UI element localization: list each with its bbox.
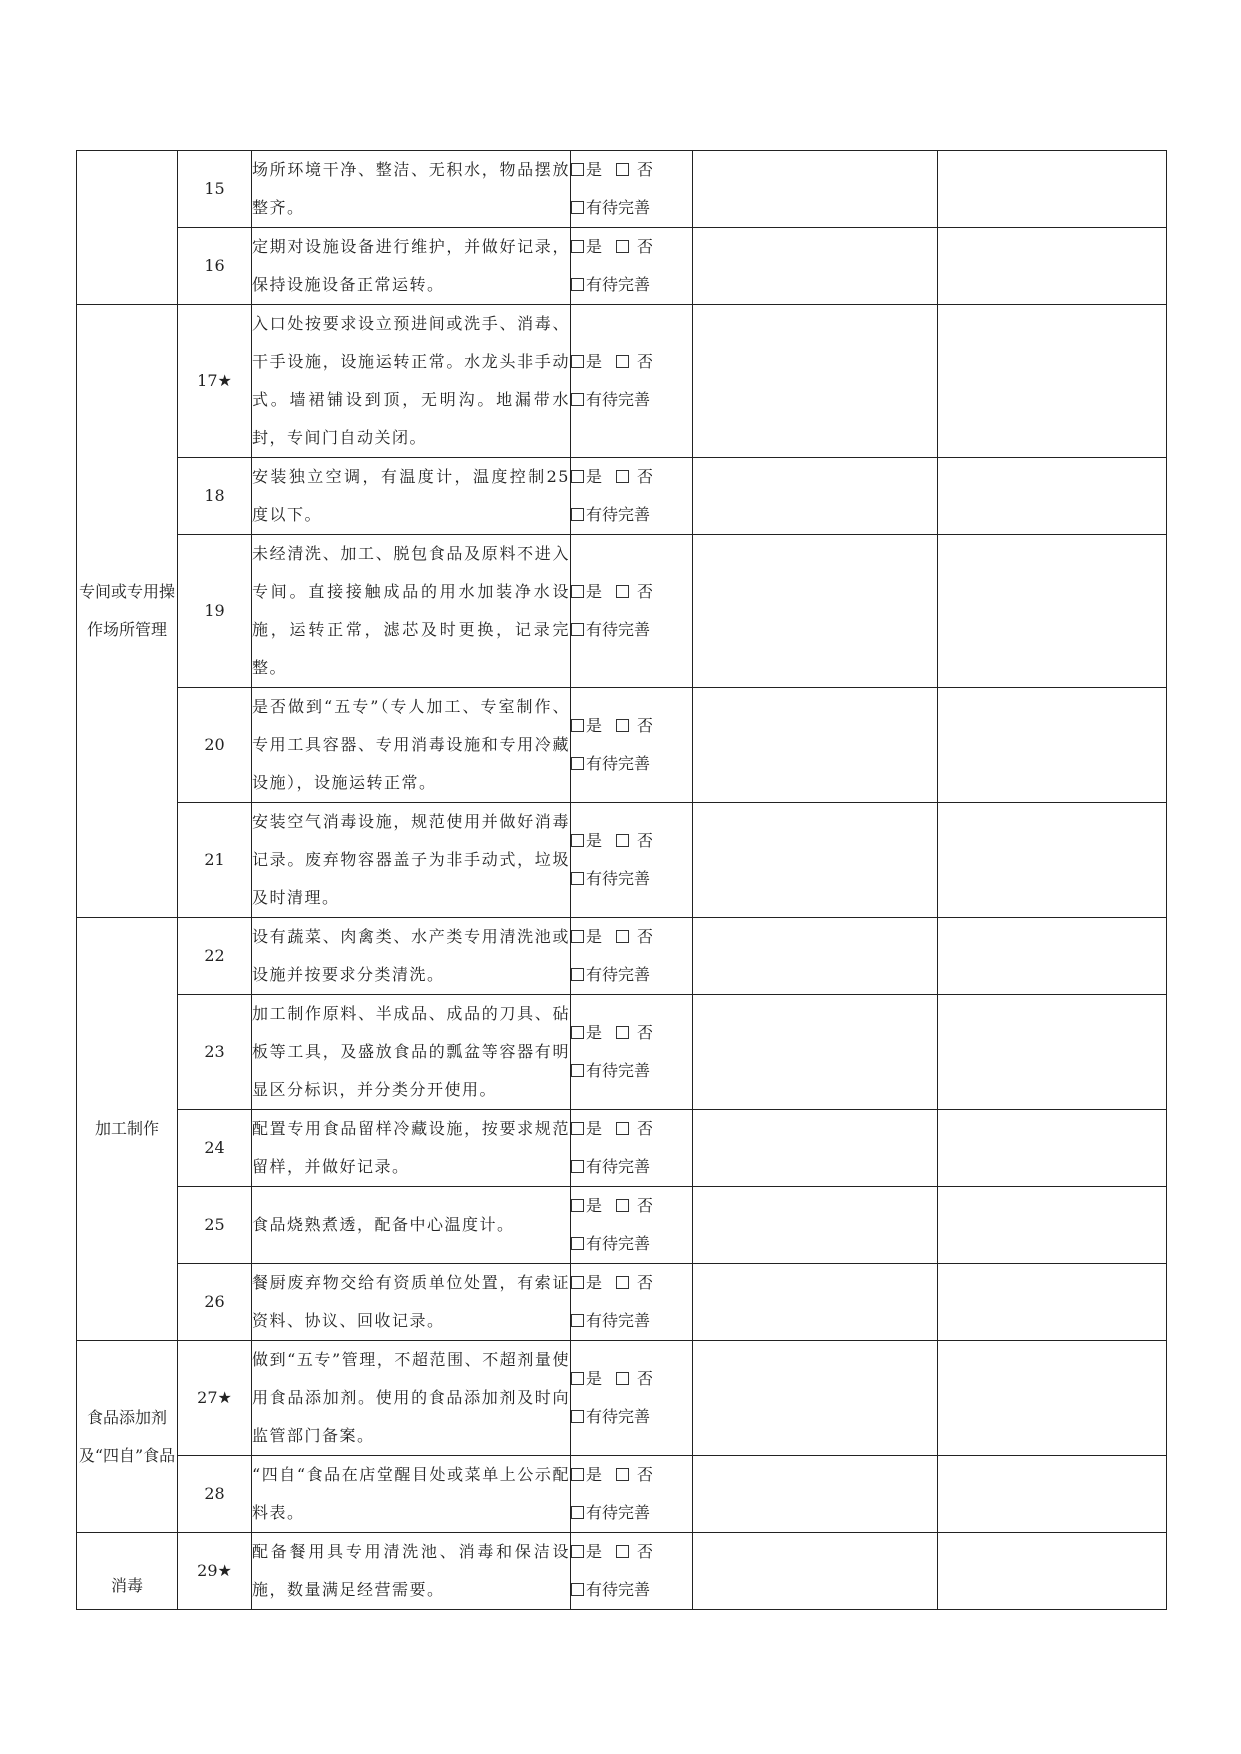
yes-checkbox[interactable] <box>571 470 584 483</box>
pending-checkbox[interactable] <box>571 393 584 406</box>
yes-label: 是 <box>586 467 603 486</box>
yes-label: 是 <box>586 1273 603 1292</box>
pending-label: 有待完善 <box>586 1580 651 1599</box>
yes-label: 是 <box>586 160 603 179</box>
notes-cell[interactable] <box>693 305 938 458</box>
item-requirement: “四自“食品在店堂醒目处或菜单上公示配料表。 <box>252 1456 571 1533</box>
yes-checkbox[interactable] <box>571 1545 584 1558</box>
yes-checkbox[interactable] <box>571 1372 584 1385</box>
pending-checkbox[interactable] <box>571 201 584 214</box>
no-label: 否 <box>637 831 654 850</box>
yes-checkbox[interactable] <box>571 355 584 368</box>
pending-label: 有待完善 <box>586 505 651 524</box>
item-requirement: 餐厨废弃物交给有资质单位处置，有索证资料、协议、回收记录。 <box>252 1264 571 1341</box>
remarks-cell[interactable] <box>938 1110 1167 1187</box>
notes-cell[interactable] <box>693 1110 938 1187</box>
yes-checkbox[interactable] <box>571 240 584 253</box>
no-label: 否 <box>637 1273 654 1292</box>
item-requirement: 食品烧熟煮透，配备中心温度计。 <box>252 1187 571 1264</box>
item-number: 24 <box>178 1110 252 1187</box>
table-row <box>77 228 1167 305</box>
pending-checkbox[interactable] <box>571 1064 584 1077</box>
item-number: 15 <box>178 151 252 228</box>
item-number: 29★ <box>178 1533 252 1610</box>
yes-label: 是 <box>586 716 603 735</box>
item-number: 22 <box>178 918 252 995</box>
no-checkbox[interactable] <box>616 1545 629 1558</box>
table-row <box>77 305 1167 458</box>
pending-label: 有待完善 <box>586 620 651 639</box>
no-checkbox[interactable] <box>616 1468 629 1481</box>
item-requirement: 入口处按要求设立预进间或洗手、消毒、干手设施，设施运转正常。水龙头非手动式。墙裙铺设到顶，无明沟。地漏带水封，专间门自动关闭。 <box>252 305 571 458</box>
compliance-options <box>571 535 693 688</box>
notes-cell[interactable] <box>693 1187 938 1264</box>
pending-label: 有待完善 <box>586 1407 651 1426</box>
pending-checkbox[interactable] <box>571 1237 584 1250</box>
compliance-options <box>571 228 693 305</box>
pending-label: 有待完善 <box>586 869 651 888</box>
remarks-cell[interactable] <box>938 1187 1167 1264</box>
pending-label: 有待完善 <box>586 1234 651 1253</box>
pending-label: 有待完善 <box>586 965 651 984</box>
item-requirement: 设有蔬菜、肉禽类、水产类专用清洗池或设施并按要求分类清洗。 <box>252 918 571 995</box>
item-requirement: 场所环境干净、整洁、无积水，物品摆放整齐。 <box>252 151 571 228</box>
category-cell: 食品添加剂及“四自”食品 <box>77 1341 178 1533</box>
yes-checkbox[interactable] <box>571 930 584 943</box>
notes-cell[interactable] <box>693 803 938 918</box>
table-row <box>77 803 1167 918</box>
yes-label: 是 <box>586 1196 603 1215</box>
notes-cell[interactable] <box>693 918 938 995</box>
pending-label: 有待完善 <box>586 1157 651 1176</box>
yes-checkbox[interactable] <box>571 834 584 847</box>
no-label: 否 <box>637 1023 654 1042</box>
compliance-options <box>571 1456 693 1533</box>
notes-cell[interactable] <box>693 1264 938 1341</box>
pending-label: 有待完善 <box>586 754 651 773</box>
item-number: 27★ <box>178 1341 252 1456</box>
compliance-options <box>571 1187 693 1264</box>
category-cell: 专间或专用操作场所管理 <box>77 305 178 918</box>
no-checkbox[interactable] <box>616 930 629 943</box>
no-label: 否 <box>637 1369 654 1388</box>
table-row <box>77 1187 1167 1264</box>
yes-label: 是 <box>586 582 603 601</box>
pending-label: 有待完善 <box>586 1503 651 1522</box>
no-checkbox[interactable] <box>616 240 629 253</box>
notes-cell[interactable] <box>693 228 938 305</box>
table-row <box>77 918 1167 995</box>
no-checkbox[interactable] <box>616 163 629 176</box>
remarks-cell[interactable] <box>938 1264 1167 1341</box>
pending-label: 有待完善 <box>586 1061 651 1080</box>
item-number: 18 <box>178 458 252 535</box>
table-row <box>77 995 1167 1110</box>
pending-label: 有待完善 <box>586 198 651 217</box>
table-row <box>77 1341 1167 1456</box>
yes-label: 是 <box>586 1542 603 1561</box>
pending-checkbox[interactable] <box>571 872 584 885</box>
remarks-cell[interactable] <box>938 918 1167 995</box>
no-label: 否 <box>637 160 654 179</box>
yes-checkbox[interactable] <box>571 163 584 176</box>
no-checkbox[interactable] <box>616 719 629 732</box>
yes-label: 是 <box>586 352 603 371</box>
inspection-checklist-table <box>76 150 1167 1610</box>
pending-checkbox[interactable] <box>571 1583 584 1596</box>
table-row <box>77 1264 1167 1341</box>
compliance-options <box>571 918 693 995</box>
notes-cell[interactable] <box>693 151 938 228</box>
compliance-options <box>571 458 693 535</box>
item-number: 26 <box>178 1264 252 1341</box>
remarks-cell[interactable] <box>938 688 1167 803</box>
remarks-cell[interactable] <box>938 1456 1167 1533</box>
table-row <box>77 1110 1167 1187</box>
notes-cell[interactable] <box>693 535 938 688</box>
category-cell <box>77 151 178 305</box>
no-label: 否 <box>637 1119 654 1138</box>
no-label: 否 <box>637 1465 654 1484</box>
yes-checkbox[interactable] <box>571 585 584 598</box>
pending-checkbox[interactable] <box>571 757 584 770</box>
item-requirement: 未经清洗、加工、脱包食品及原料不进入专间。直接接触成品的用水加装净水设施，运转正常，滤芯及时更换，记录完整。 <box>252 535 571 688</box>
table-row <box>77 535 1167 688</box>
no-label: 否 <box>637 927 654 946</box>
yes-checkbox[interactable] <box>571 1276 584 1289</box>
no-label: 否 <box>637 467 654 486</box>
yes-label: 是 <box>586 1465 603 1484</box>
yes-label: 是 <box>586 237 603 256</box>
compliance-options <box>571 151 693 228</box>
pending-checkbox[interactable] <box>571 623 584 636</box>
item-number: 21 <box>178 803 252 918</box>
item-requirement: 加工制作原料、半成品、成品的刀具、砧板等工具，及盛放食品的瓢盆等容器有明显区分标识，并分类分开使用。 <box>252 995 571 1110</box>
pending-checkbox[interactable] <box>571 1506 584 1519</box>
no-label: 否 <box>637 237 654 256</box>
yes-checkbox[interactable] <box>571 1026 584 1039</box>
compliance-options <box>571 305 693 458</box>
notes-cell[interactable] <box>693 688 938 803</box>
remarks-cell[interactable] <box>938 803 1167 918</box>
category-cell: 消毒 <box>77 1533 178 1610</box>
table-row <box>77 688 1167 803</box>
item-requirement: 配置专用食品留样冷藏设施，按要求规范留样，并做好记录。 <box>252 1110 571 1187</box>
pending-checkbox[interactable] <box>571 508 584 521</box>
notes-cell[interactable] <box>693 1533 938 1610</box>
no-label: 否 <box>637 1196 654 1215</box>
no-checkbox[interactable] <box>616 1026 629 1039</box>
notes-cell[interactable] <box>693 1341 938 1456</box>
item-requirement: 配备餐用具专用清洗池、消毒和保洁设施，数量满足经营需要。 <box>252 1533 571 1610</box>
item-requirement: 做到“五专”管理，不超范围、不超剂量使用食品添加剂。使用的食品添加剂及时向监管部门备案。 <box>252 1341 571 1456</box>
pending-label: 有待完善 <box>586 1311 651 1330</box>
compliance-options <box>571 803 693 918</box>
yes-label: 是 <box>586 1023 603 1042</box>
table-row <box>77 458 1167 535</box>
pending-checkbox[interactable] <box>571 1314 584 1327</box>
remarks-cell[interactable] <box>938 995 1167 1110</box>
yes-checkbox[interactable] <box>571 719 584 732</box>
no-label: 否 <box>637 716 654 735</box>
compliance-options <box>571 1264 693 1341</box>
yes-label: 是 <box>586 1119 603 1138</box>
item-requirement: 安装空气消毒设施，规范使用并做好消毒记录。废弃物容器盖子为非手动式，垃圾及时清理。 <box>252 803 571 918</box>
yes-label: 是 <box>586 1369 603 1388</box>
notes-cell[interactable] <box>693 995 938 1110</box>
table-row <box>77 151 1167 228</box>
yes-checkbox[interactable] <box>571 1122 584 1135</box>
category-cell: 加工制作 <box>77 918 178 1341</box>
item-number: 19 <box>178 535 252 688</box>
no-checkbox[interactable] <box>616 355 629 368</box>
no-checkbox[interactable] <box>616 585 629 598</box>
no-checkbox[interactable] <box>616 1122 629 1135</box>
item-number: 25 <box>178 1187 252 1264</box>
table-row <box>77 1533 1167 1610</box>
yes-checkbox[interactable] <box>571 1199 584 1212</box>
no-checkbox[interactable] <box>616 1276 629 1289</box>
pending-label: 有待完善 <box>586 390 651 409</box>
item-number: 20 <box>178 688 252 803</box>
remarks-cell[interactable] <box>938 535 1167 688</box>
item-requirement: 安装独立空调，有温度计，温度控制25度以下。 <box>252 458 571 535</box>
item-requirement: 是否做到“五专”（专人加工、专室制作、专用工具容器、专用消毒设施和专用冷藏设施），设施运转正常。 <box>252 688 571 803</box>
no-checkbox[interactable] <box>616 1199 629 1212</box>
no-label: 否 <box>637 352 654 371</box>
compliance-options <box>571 688 693 803</box>
item-number: 16 <box>178 228 252 305</box>
table-row <box>77 1456 1167 1533</box>
notes-cell[interactable] <box>693 1456 938 1533</box>
item-number: 23 <box>178 995 252 1110</box>
pending-checkbox[interactable] <box>571 968 584 981</box>
no-checkbox[interactable] <box>616 470 629 483</box>
no-label: 否 <box>637 582 654 601</box>
yes-label: 是 <box>586 831 603 850</box>
yes-label: 是 <box>586 927 603 946</box>
remarks-cell[interactable] <box>938 1341 1167 1456</box>
item-number: 28 <box>178 1456 252 1533</box>
compliance-options <box>571 1533 693 1610</box>
pending-checkbox[interactable] <box>571 1160 584 1173</box>
no-label: 否 <box>637 1542 654 1561</box>
item-number: 17★ <box>178 305 252 458</box>
pending-checkbox[interactable] <box>571 278 584 291</box>
compliance-options <box>571 1341 693 1456</box>
no-checkbox[interactable] <box>616 1372 629 1385</box>
no-checkbox[interactable] <box>616 834 629 847</box>
compliance-options <box>571 1110 693 1187</box>
remarks-cell[interactable] <box>938 1533 1167 1610</box>
notes-cell[interactable] <box>693 458 938 535</box>
pending-label: 有待完善 <box>586 275 651 294</box>
remarks-cell[interactable] <box>938 305 1167 458</box>
remarks-cell[interactable] <box>938 228 1167 305</box>
compliance-options <box>571 995 693 1110</box>
pending-checkbox[interactable] <box>571 1410 584 1423</box>
remarks-cell[interactable] <box>938 458 1167 535</box>
remarks-cell[interactable] <box>938 151 1167 228</box>
yes-checkbox[interactable] <box>571 1468 584 1481</box>
item-requirement: 定期对设施设备进行维护，并做好记录，保持设施设备正常运转。 <box>252 228 571 305</box>
